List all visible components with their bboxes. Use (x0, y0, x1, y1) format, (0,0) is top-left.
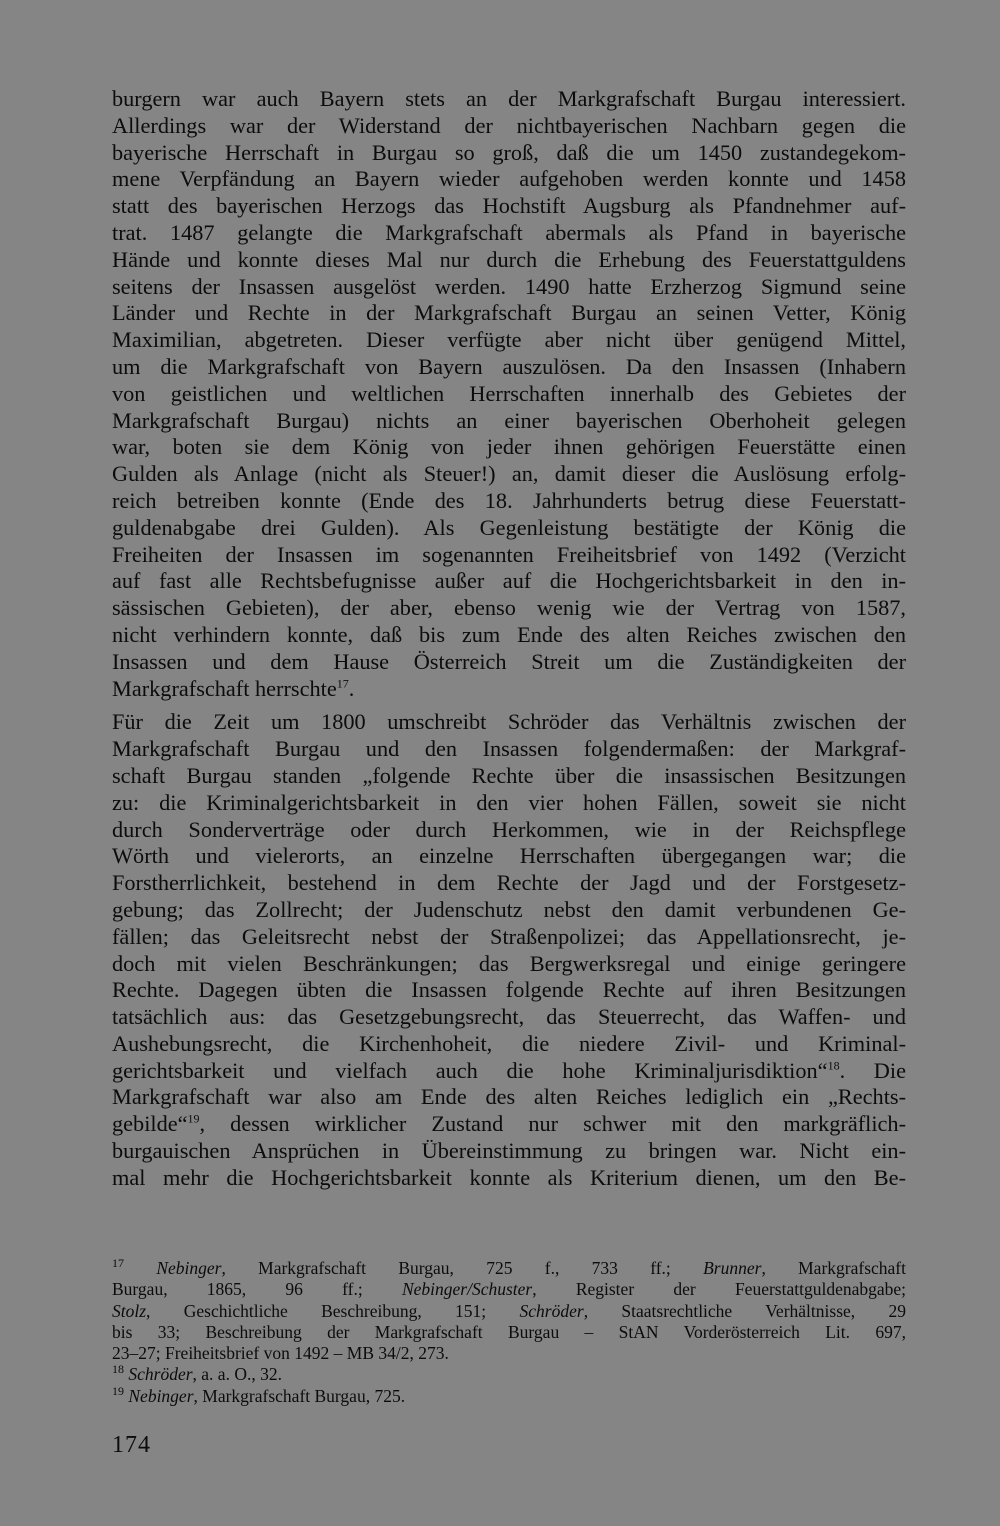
text-line: seitens der Insassen ausgelöst werden. 1490 hatte Erzherzog Sigmund seine (112, 273, 906, 299)
text-line: war, boten sie dem König von jeder ihnen gehörigen Feuerstätte einen (112, 434, 906, 460)
text-line: Forstherrlichkeit, bestehend in dem Rechte der Jagd und der Forstgesetz- (112, 870, 906, 896)
text-line: doch mit vielen Beschränkungen; das Bergwerksregal und einige geringere (112, 950, 906, 976)
footnote-author: Stolz (112, 1300, 147, 1321)
footnote-text-run: Burgau, 1865, 96 ff.; (112, 1279, 402, 1300)
text-line: auf fast alle Rechtsbefugnisse außer auf die Hochgerichtsbarkeit in den in- (112, 568, 906, 594)
footnote-text (112, 1279, 906, 1299)
paragraph-1 (112, 86, 906, 702)
footnote-author: Nebinger (128, 1385, 194, 1406)
footnotes (112, 1258, 906, 1407)
text-line: Wörth und vielerorts, an einzelne Herrschaften übergegangen war; die (112, 843, 906, 869)
text-line: bayerische Herrschaft in Burgau so groß, daß die um 1450 zustandegekom- (112, 139, 906, 165)
footnote-text (112, 1301, 906, 1321)
text-line: Maximilian, abgetreten. Dieser verfügte aber nicht über genügend Mittel, (112, 327, 906, 353)
footnote-author: Schröder (519, 1300, 584, 1321)
text-line: sässischen Gebieten), der aber, ebenso wenig wie der Vertrag von 1587, (112, 595, 906, 621)
text-line (112, 1111, 906, 1138)
footnote-line (112, 1364, 906, 1385)
main-text (112, 86, 906, 1192)
text-line: um die Markgrafschaft von Bayern auszulösen. Da den Insassen (Inhabern (112, 353, 906, 379)
footnote-17 (112, 1258, 906, 1364)
footnote-line (112, 1386, 906, 1407)
text-line: durch Sonderverträge oder durch Herkommen, wie in der Reichspflege (112, 816, 906, 842)
text-line: Aushebungsrecht, die Kirchenhoheit, die niedere Zivil- und Kriminal- (112, 1030, 906, 1056)
footnote-ref-17[interactable]: 17 (336, 676, 349, 691)
footnote-text-run: , Geschichtliche Beschreibung, 151; (146, 1300, 520, 1321)
footnote-line (112, 1258, 906, 1279)
text-line (112, 1058, 906, 1085)
text-line: gebung; das Zollrecht; der Judenschutz nebst den damit verbundenen Ge- (112, 896, 906, 922)
text-line: schaft Burgau standen „folgende Rechte über die insassischen Besitzungen (112, 762, 906, 788)
text-line: Für die Zeit um 1800 umschreibt Schröder das Verhältnis zwischen der (112, 709, 906, 735)
text-line: fällen; das Geleitsrecht nebst der Straßenpolizei; das Appellationsrecht, je- (112, 923, 906, 949)
text-line: Rechte. Dagegen übten die Insassen folgende Rechte auf ihren Besitzungen (112, 977, 906, 1003)
page-number: 174 (112, 1432, 151, 1458)
footnote-mark: 17 (112, 1258, 124, 1271)
paragraph-spacer (112, 702, 906, 709)
footnote-text-run: , Staatsrechtliche Verhältnisse, 29 (583, 1300, 906, 1321)
text-line: von geistlichen und weltlichen Herrschaften innerhalb des Gebietes der (112, 380, 906, 406)
paragraph-2 (112, 709, 906, 1191)
footnote-ref-18[interactable]: 18 (827, 1058, 840, 1073)
text-line: Länder und Rechte in der Markgrafschaft Burgau an seinen Vetter, König (112, 300, 906, 326)
footnote-19 (112, 1386, 906, 1407)
footnote-mark: 19 (112, 1385, 124, 1398)
footnote-text-run (124, 1258, 156, 1278)
text-line: Markgrafschaft war also am Ende des alten Reiches lediglich ein „Rechts- (112, 1084, 906, 1110)
footnote-line: bis 33; Beschreibung der Markgrafschaft Burgau – StAN Vorderösterreich Lit. 697, (112, 1321, 906, 1342)
text-line: zu: die Kriminalgerichtsbarkeit in den vier hohen Fällen, soweit sie nicht (112, 789, 906, 815)
footnote-18 (112, 1364, 906, 1385)
text-fragment: Markgrafschaft herrschte (112, 675, 337, 701)
footnote-line: 23–27; Freiheitsbrief von 1492 – MB 34/2, 273. (112, 1343, 449, 1364)
text-line: burgern war auch Bayern stets an der Markgrafschaft Burgau interessiert. (112, 86, 906, 111)
footnote-line (112, 1279, 906, 1300)
text-line: trat. 1487 gelangte die Markgrafschaft abermals als Pfand in bayerische (112, 219, 906, 245)
text-line: mal mehr die Hochgerichtsbarkeit konnte als Kriterium dienen, um den Be- (112, 1164, 906, 1190)
text-fragment: , dessen wirklicher Zustand nur schwer mit den markgräflich- (199, 1111, 906, 1137)
text-line: statt des bayerischen Herzogs das Hochstift Augsburg als Pfandnehmer auf- (112, 193, 906, 219)
footnote-author: Schröder (128, 1364, 193, 1385)
footnote-text: , a. a. O., 32. (192, 1364, 282, 1385)
text-line: tatsächlich aus: das Gesetzgebungsrecht, das Steuerrecht, das Waffen- und (112, 1004, 906, 1030)
footnote-author: Nebinger/Schuster (401, 1279, 533, 1300)
footnote-author: Brunner (703, 1258, 762, 1278)
text-line: nicht verhindern konnte, daß bis zum Ende des alten Reiches zwischen den (112, 621, 906, 647)
text-line: mene Verpfändung an Bayern wieder aufgehoben werden konnte und 1458 (112, 166, 906, 192)
text-line: Gulden als Anlage (nicht als Steuer!) an, damit dieser die Auslösung erfolg- (112, 461, 906, 487)
footnote-text-run: , Markgrafschaft Burgau, 725 f., 733 ff.; (221, 1258, 704, 1278)
text-fragment: . Die (839, 1057, 906, 1083)
text-line: Hände und konnte dieses Mal nur durch die Erhebung des Feuerstattguldens (112, 246, 906, 272)
text-line: Markgrafschaft Burgau und den Insassen folgendermaßen: der Markgraf- (112, 736, 906, 762)
footnote-text-run: , Register der Feuerstattguldenabgabe; (532, 1279, 906, 1300)
text-line: Allerdings war der Widerstand der nichtbayerischen Nachbarn gegen die (112, 112, 906, 138)
footnote-line (112, 1301, 906, 1322)
text-fragment: . (348, 675, 355, 701)
footnote-text (124, 1258, 906, 1278)
text-line: burgauischen Ansprüchen in Übereinstimmung zu bringen war. Nicht ein- (112, 1138, 906, 1164)
text-fragment: gerichtsbarkeit und vielfach auch die hohe Kriminaljurisdiktion“ (112, 1057, 828, 1083)
footnote-mark: 18 (112, 1364, 124, 1377)
text-line (112, 676, 906, 703)
text-line: Markgrafschaft Burgau) nichts an einer bayerischen Oberhoheit gelegen (112, 407, 906, 433)
footnote-text-run: , Markgrafschaft (761, 1258, 906, 1278)
text-line: reich betreiben konnte (Ende des 18. Jahrhunderts betrug diese Feuerstatt- (112, 487, 906, 513)
text-line: guldenabgabe drei Gulden). Als Gegenleistung bestätigte der König die (112, 514, 906, 540)
text-line: Insassen und dem Hause Österreich Streit um die Zuständigkeiten der (112, 648, 906, 674)
footnote-text: , Markgrafschaft Burgau, 725. (193, 1385, 406, 1406)
text-fragment: gebilde“ (112, 1111, 188, 1137)
footnote-author: Nebinger (156, 1258, 222, 1278)
footnote-ref-19[interactable]: 19 (187, 1111, 200, 1126)
text-line: Freiheiten der Insassen im sogenannten Freiheitsbrief von 1492 (Verzicht (112, 541, 906, 567)
